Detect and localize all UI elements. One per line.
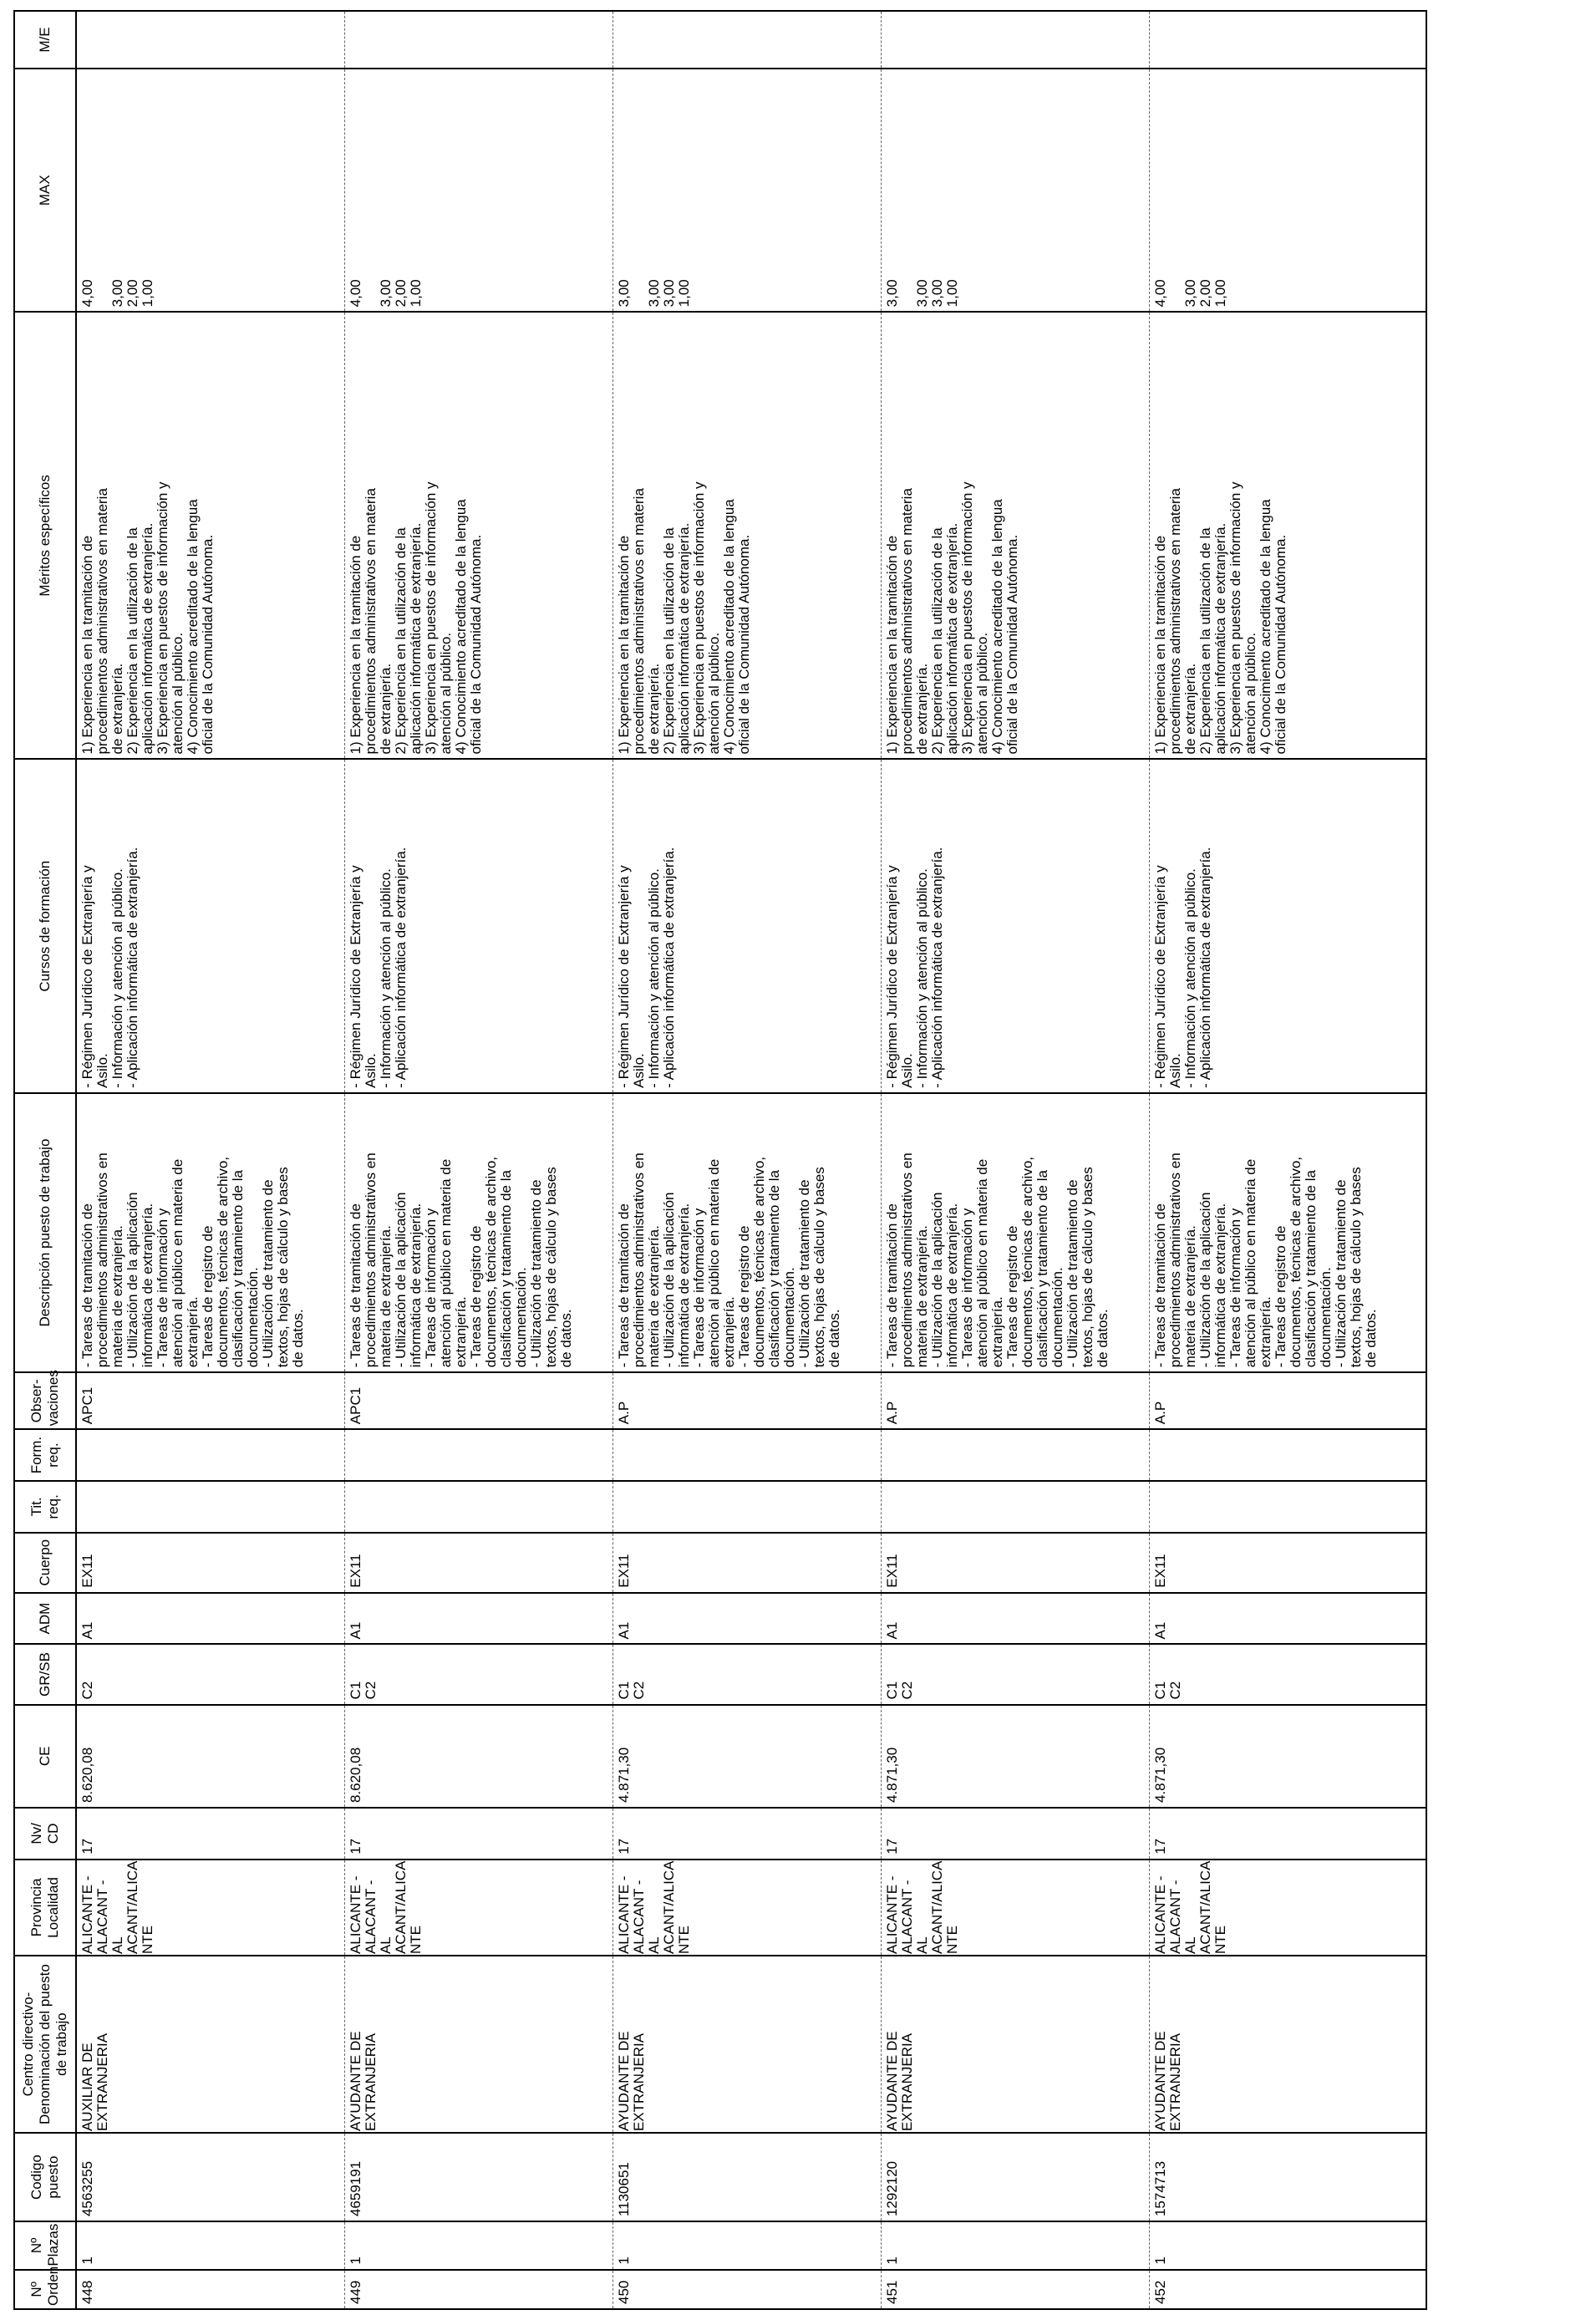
cell-formacion (76, 1429, 345, 1481)
cell-grupo: C1 C2 (1150, 1645, 1427, 1705)
cell-meritos: 1) Experiencia en la tramitación de procedimientos administrativos en materia de extranjería. 2) Experiencia en la utilización de la aplicación informática de extranjería. 3) Experiencia en puestos de información y atención al público. 4) Conocimiento acreditado de la lengua oficial de la Comunidad Autónoma. (613, 312, 882, 759)
cell-me (76, 11, 345, 69)
header-nivel: Nv/ CD (14, 1808, 76, 1860)
cell-observaciones: A.P (1150, 1372, 1427, 1429)
cell-observaciones: APC1 (345, 1372, 613, 1429)
header-cuerpo: Cuerpo (14, 1533, 76, 1593)
cell-meritos: 1) Experiencia en la tramitación de procedimientos administrativos en materia de extranjería. 2) Experiencia en la utilización de la aplicación informática de extranjería. 3) Experiencia en puestos de información y atención al público. 4) Conocimiento acreditado de la lengua oficial de la Comunidad Autónoma. (76, 312, 345, 759)
cell-adm: A1 (613, 1593, 882, 1645)
cell-meritos: 1) Experiencia en la tramitación de procedimientos administrativos en materia de extranjería. 2) Experiencia en la utilización de la aplicación informática de extranjería. 3) Experiencia en puestos de información y atención al público. 4) Conocimiento acreditado de la lengua oficial de la Comunidad Autónoma. (1150, 312, 1427, 759)
header-formacion: Form. req. (14, 1429, 76, 1481)
cell-centro: AYUDANTE DE EXTRANJERIA (1150, 1956, 1427, 2133)
cell-cursos: - Régimen Jurídico de Extranjería y Asilo. - Información y atención al público. - Aplicación informática de extranjería. (1150, 760, 1427, 1093)
cell-max: 4,00 3,00 2,00 1,00 (76, 69, 345, 312)
cell-grupo: C1 C2 (345, 1645, 613, 1705)
cell-adm: A1 (345, 1593, 613, 1645)
cell-nivel: 17 (76, 1808, 345, 1860)
cell-descripcion: - Tareas de tramitación de procedimientos administrativos en materia de extranjería. - Utilización de la aplicación informática de extranjería. - Tareas de información y atención al público en materia de extranjería. - Tareas de registro de documentos, técnicas de archivo, clasificación y tratamiento de la documentación. - Utilización de tratamiento de textos, hojas de cálculo y bases de datos. (76, 1093, 345, 1372)
cell-max: 4,00 3,00 2,00 1,00 (1150, 69, 1427, 312)
cell-me (882, 11, 1150, 69)
header-max: MAX (14, 69, 76, 312)
header-row (14, 11, 76, 2309)
cell-plazas: 1 (882, 2221, 1150, 2270)
cell-nivel: 17 (882, 1808, 1150, 1860)
header-plazas: Nº Plazas (14, 2221, 76, 2270)
cell-centro: AUXILIAR DE EXTRANJERIA (76, 1956, 345, 2133)
header-meritos: Méritos específicos (14, 312, 76, 759)
cell-cuerpo: EX11 (1150, 1533, 1427, 1593)
cell-grupo: C1 C2 (882, 1645, 1150, 1705)
cell-cursos: - Régimen Jurídico de Extranjería y Asilo. - Información y atención al público. - Aplicación informática de extranjería. (613, 760, 882, 1093)
cell-me (1150, 11, 1427, 69)
cell-observaciones: A.P (882, 1372, 1150, 1429)
header-titulacion: Tit. req. (14, 1481, 76, 1533)
cell-ce: 4.871,30 (613, 1705, 882, 1809)
cell-descripcion: - Tareas de tramitación de procedimientos administrativos en materia de extranjería. - Utilización de la aplicación informática de extranjería. - Tareas de información y atención al público en materia de extranjería. - Tareas de registro de documentos, técnicas de archivo, clasificación y tratamiento de la documentación. - Utilización de tratamiento de textos, hojas de cálculo y bases de datos. (613, 1093, 882, 1372)
cell-centro: AYUDANTE DE EXTRANJERIA (882, 1956, 1150, 2133)
cell-cuerpo: EX11 (613, 1533, 882, 1593)
cell-provincia: ALICANTE - ALACANT - AL ACANT/ALICA NTE (882, 1860, 1150, 1956)
header-me: M/E (14, 11, 76, 69)
cell-observaciones: APC1 (76, 1372, 345, 1429)
cell-formacion (1150, 1429, 1427, 1481)
cell-me (613, 11, 882, 69)
header-centro: Centro directivo- Denominación del puesto de trabajo (14, 1956, 76, 2133)
header-observaciones: Obser- vaciones (14, 1372, 76, 1429)
header-descripcion: Descripción puesto de trabajo (14, 1093, 76, 1372)
cell-descripcion: - Tareas de tramitación de procedimientos administrativos en materia de extranjería. - Utilización de la aplicación informática de extranjería. - Tareas de información y atención al público en materia de extranjería. - Tareas de registro de documentos, técnicas de archivo, clasificación y tratamiento de la documentación. - Utilización de tratamiento de textos, hojas de cálculo y bases de datos. (345, 1093, 613, 1372)
cell-me (345, 11, 613, 69)
cell-codigo: 1292120 (882, 2133, 1150, 2221)
header-orden: Nº Orden (14, 2270, 76, 2309)
cell-nivel: 17 (613, 1808, 882, 1860)
cell-max: 3,00 3,00 3,00 1,00 (882, 69, 1150, 312)
header-adm: ADM (14, 1593, 76, 1645)
cell-adm: A1 (76, 1593, 345, 1645)
cell-provincia: ALICANTE - ALACANT - AL ACANT/ALICA NTE (345, 1860, 613, 1956)
table-row (613, 11, 882, 2309)
cell-formacion (882, 1429, 1150, 1481)
cell-plazas: 1 (76, 2221, 345, 2270)
cell-grupo: C2 (76, 1645, 345, 1705)
cell-orden: 450 (613, 2270, 882, 2309)
cell-cuerpo: EX11 (76, 1533, 345, 1593)
cell-max: 3,00 3,00 3,00 1,00 (613, 69, 882, 312)
cell-grupo: C1 C2 (613, 1645, 882, 1705)
cell-titulacion (882, 1481, 1150, 1533)
cell-ce: 4.871,30 (1150, 1705, 1427, 1809)
cell-codigo: 4659191 (345, 2133, 613, 2221)
cell-ce: 8.620,08 (345, 1705, 613, 1809)
cell-plazas: 1 (1150, 2221, 1427, 2270)
cell-meritos: 1) Experiencia en la tramitación de procedimientos administrativos en materia de extranjería. 2) Experiencia en la utilización de la aplicación informática de extranjería. 3) Experiencia en puestos de información y atención al público. 4) Conocimiento acreditado de la lengua oficial de la Comunidad Autónoma. (345, 312, 613, 759)
cell-cursos: - Régimen Jurídico de Extranjería y Asilo. - Información y atención al público. - Aplicación informática de extranjería. (76, 760, 345, 1093)
cell-cuerpo: EX11 (882, 1533, 1150, 1593)
cell-nivel: 17 (345, 1808, 613, 1860)
cell-codigo: 1574713 (1150, 2133, 1427, 2221)
cell-provincia: ALICANTE - ALACANT - AL ACANT/ALICA NTE (1150, 1860, 1427, 1956)
cell-centro: AYUDANTE DE EXTRANJERIA (613, 1956, 882, 2133)
header-cursos: Cursos de formación (14, 760, 76, 1093)
cell-formacion (345, 1429, 613, 1481)
table-row (1150, 11, 1427, 2309)
header-codigo: Codigo puesto (14, 2133, 76, 2221)
header-grupo: GR/SB (14, 1645, 76, 1705)
table-row (882, 11, 1150, 2309)
cell-cursos: - Régimen Jurídico de Extranjería y Asilo. - Información y atención al público. - Aplicación informática de extranjería. (345, 760, 613, 1093)
cell-orden: 449 (345, 2270, 613, 2309)
cell-plazas: 1 (345, 2221, 613, 2270)
cell-titulacion (345, 1481, 613, 1533)
cell-plazas: 1 (613, 2221, 882, 2270)
cell-centro: AYUDANTE DE EXTRANJERIA (345, 1956, 613, 2133)
table-row (345, 11, 613, 2309)
job-positions-table (13, 10, 1427, 2310)
header-ce: CE (14, 1705, 76, 1809)
cell-observaciones: A.P (613, 1372, 882, 1429)
cell-descripcion: - Tareas de tramitación de procedimientos administrativos en materia de extranjería. - Utilización de la aplicación informática de extranjería. - Tareas de información y atención al público en materia de extranjería. - Tareas de registro de documentos, técnicas de archivo, clasificación y tratamiento de la documentación. - Utilización de tratamiento de textos, hojas de cálculo y bases de datos. (1150, 1093, 1427, 1372)
cell-meritos: 1) Experiencia en la tramitación de procedimientos administrativos en materia de extranjería. 2) Experiencia en la utilización de la aplicación informática de extranjería. 3) Experiencia en puestos de información y atención al público. 4) Conocimiento acreditado de la lengua oficial de la Comunidad Autónoma. (882, 312, 1150, 759)
cell-descripcion: - Tareas de tramitación de procedimientos administrativos en materia de extranjería. - Utilización de la aplicación informática de extranjería. - Tareas de información y atención al público en materia de extranjería. - Tareas de registro de documentos, técnicas de archivo, clasificación y tratamiento de la documentación. - Utilización de tratamiento de textos, hojas de cálculo y bases de datos. (882, 1093, 1150, 1372)
cell-nivel: 17 (1150, 1808, 1427, 1860)
cell-ce: 4.871,30 (882, 1705, 1150, 1809)
table-row (76, 11, 345, 2309)
cell-orden: 448 (76, 2270, 345, 2309)
cell-adm: A1 (882, 1593, 1150, 1645)
cell-formacion (613, 1429, 882, 1481)
cell-provincia: ALICANTE - ALACANT - AL ACANT/ALICA NTE (76, 1860, 345, 1956)
cell-titulacion (613, 1481, 882, 1533)
cell-cuerpo: EX11 (345, 1533, 613, 1593)
cell-titulacion (1150, 1481, 1427, 1533)
cell-titulacion (76, 1481, 345, 1533)
cell-orden: 451 (882, 2270, 1150, 2309)
cell-codigo: 1130651 (613, 2133, 882, 2221)
cell-codigo: 4563255 (76, 2133, 345, 2221)
cell-cursos: - Régimen Jurídico de Extranjería y Asilo. - Información y atención al público. - Aplicación informática de extranjería. (882, 760, 1150, 1093)
cell-orden: 452 (1150, 2270, 1427, 2309)
cell-max: 4,00 3,00 2,00 1,00 (345, 69, 613, 312)
cell-adm: A1 (1150, 1593, 1427, 1645)
cell-ce: 8.620,08 (76, 1705, 345, 1809)
header-provincia: Provincia Localidad (14, 1860, 76, 1956)
cell-provincia: ALICANTE - ALACANT - AL ACANT/ALICA NTE (613, 1860, 882, 1956)
